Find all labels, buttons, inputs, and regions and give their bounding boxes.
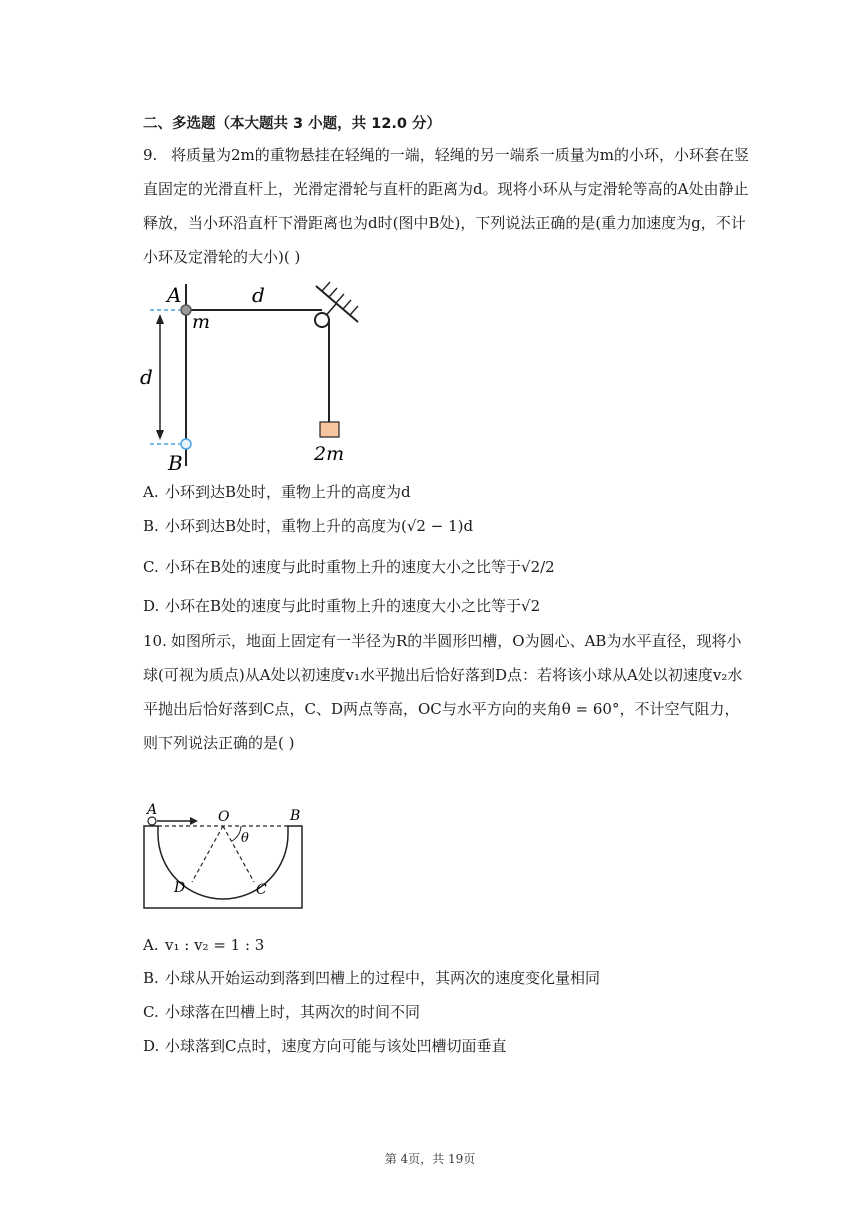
q9-option-c: C. 小环在B处的速度与此时重物上升的速度大小之比等于√2/2 [143, 558, 555, 576]
question-9-text: 将质量为2m的重物悬挂在轻绳的一端，轻绳的另一端系一质量为m的小环，小环套在竖直固定的光滑直杆上，光滑定滑轮与直杆的距离为d。现将小环从与定滑轮等高的A处由静止释放，当小环沿直杆下滑距离也为d时(图中B处)，下列说法正确的是(重力加速度为g，不计小环及定滑轮的大小)( ) [143, 146, 749, 266]
question-10-text: 如图所示，地面上固定有一半径为R的半圆形凹槽，O为圆心、AB为水平直径，现将小球(可视为质点)从A处以初速度v₁水平抛出后恰好落到D点：若将该小球从A处以初速度v₂水平抛出后恰好落到C点，C、D两点等高，OC与水平方向的夹角θ = 60°，不计空气阻力，则下列说法正确的是( ) [143, 632, 743, 752]
arrow-right-icon [190, 817, 198, 825]
question-10-number: 10. [143, 632, 167, 650]
ring-at-B-icon [181, 439, 191, 449]
label-d-side: d [140, 365, 153, 389]
section-heading: 二、多选题（本大题共 3 小题，共 12.0 分） [143, 116, 442, 132]
q10-option-d: D. 小球落到C点时，速度方向可能与该处凹槽切面垂直 [143, 1037, 507, 1055]
q9-option-a: A. 小环到达B处时，重物上升的高度为d [143, 483, 411, 501]
label-m: m [192, 311, 211, 333]
label-B: B [168, 451, 183, 475]
pulley-ring-figure [140, 276, 370, 476]
page-footer: 第 4页，共 19页 [384, 1152, 476, 1166]
label-A: A [147, 802, 158, 818]
ceiling-hatch [322, 282, 358, 315]
q10-option-c: C. 小球落在凹槽上时，其两次的时间不同 [143, 1003, 421, 1021]
q10-option-b: B. 小球从开始运动到落到凹槽上的过程中，其两次的速度变化量相同 [143, 969, 601, 987]
label-A: A [167, 283, 182, 307]
arrow-down-icon [156, 430, 164, 440]
groove-outline [144, 826, 302, 908]
angle-arc [232, 826, 241, 841]
pulley-icon [315, 313, 329, 327]
semicircle-groove-figure [140, 800, 308, 912]
question-9-number: 9. [143, 146, 158, 164]
label-D: D [174, 880, 186, 896]
line-OD [192, 826, 223, 882]
label-B: B [290, 808, 301, 824]
arrow-up-icon [156, 314, 164, 324]
question-10-stem [143, 624, 753, 760]
label-theta: θ [241, 831, 249, 846]
label-O: O [218, 809, 230, 825]
q9-option-b: B. 小环到达B处时，重物上升的高度为(√2 − 1)d [143, 517, 474, 535]
label-C: C [256, 882, 267, 898]
ring-at-A-icon [181, 305, 191, 315]
weight-block [320, 422, 339, 437]
question-9-stem [143, 138, 753, 274]
q10-option-a: A. v₁ : v₂ = 1 : 3 [143, 936, 265, 954]
ball-icon [148, 817, 156, 825]
label-2m: 2m [314, 443, 345, 465]
label-d-top: d [252, 283, 265, 307]
q9-option-d: D. 小环在B处的速度与此时重物上升的速度大小之比等于√2 [143, 597, 541, 615]
